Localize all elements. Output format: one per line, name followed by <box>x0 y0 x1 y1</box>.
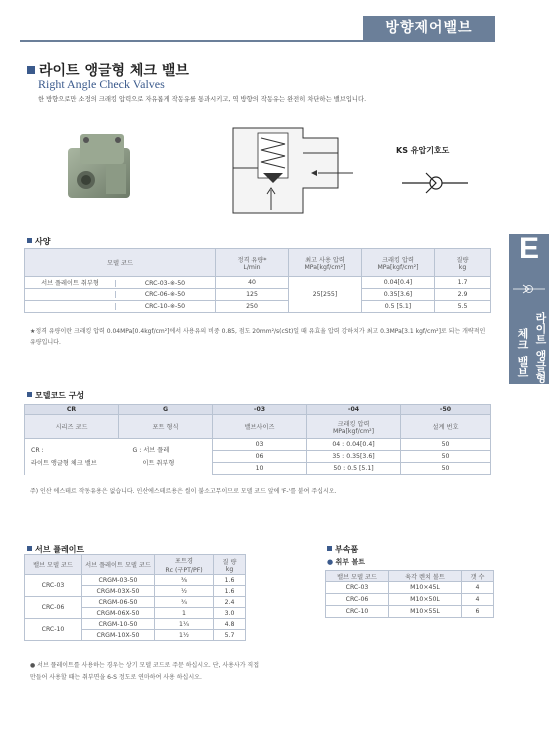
acc-header-bolt: 육각 렌치 볼트 <box>389 571 462 582</box>
spec-header-weight: 질량 <box>456 256 469 264</box>
spec-cracking: 0.5 [5.1] <box>362 301 435 313</box>
acc-valve: CRC-10 <box>326 606 389 618</box>
cracking-value: 50 : 0.5 [5.1] <box>307 463 401 475</box>
spec-weight: 2.9 <box>435 289 491 301</box>
description: 한 방향으로만 소정의 크래킹 압력으로 자유롭게 작동유를 통과시키고, 역 방향의 작동유는 완전히 차단하는 밸브입니다. <box>38 96 367 103</box>
spec-header-pressure: 최고 사용 압력 <box>305 256 345 264</box>
category-header: 방향제어밸브 <box>363 16 495 40</box>
model-code-heading: 모델코드 구성 <box>27 390 84 401</box>
code-part: G <box>119 405 213 415</box>
spec-cracking: 0.35[3.6] <box>362 289 435 301</box>
acc-header-valve: 밸브 모델 코드 <box>326 571 389 582</box>
sp-weight: 2.4 <box>214 597 246 608</box>
valve-photo <box>62 128 138 208</box>
port-desc: G : 서브 플레 <box>132 446 170 454</box>
sub-plate-note: ● 서브 플레이트를 사용하는 경우는 상기 모델 코드로 주문 하십시오. 단, 사용사가 직접 만들어 사용할 때는 취부면을 6-S 정도로 연마하여 사용 하십시오. <box>30 662 260 681</box>
sp-port: 1 <box>155 608 214 619</box>
sp-header-valve: 밸브 모델 코드 <box>25 555 82 575</box>
spec-pressure: 25[255] <box>289 277 362 313</box>
acc-bolt: M10×50L <box>389 594 462 606</box>
accessory-subheading: ● 취부 볼트 <box>327 558 366 566</box>
check-valve-symbol <box>400 168 470 198</box>
spec-header-cracking-unit: MPa[kgf/cm²] <box>377 263 419 271</box>
section-drawing <box>203 118 363 218</box>
side-tab-text-4: 밸브 <box>516 356 529 378</box>
spec-model: CRC-03-※-50 <box>115 280 214 287</box>
sp-weight: 5.7 <box>214 630 246 641</box>
sub-plate-table <box>24 554 246 641</box>
sp-port: ⅜ <box>155 575 214 586</box>
spec-group-label: 서브 플레이트 취부형 <box>41 280 99 287</box>
acc-bolt: M10×55L <box>389 606 462 618</box>
sp-weight: 4.8 <box>214 619 246 630</box>
code-label-unit: MPa[kgf/cm²] <box>332 427 375 435</box>
spec-model: CRC-06-※-50 <box>115 291 214 298</box>
sp-valve: CRC-10 <box>25 619 82 641</box>
sub-plate-heading: 서브 플레이트 <box>27 544 84 555</box>
sp-plate: CRGM-03X-50 <box>82 586 155 597</box>
acc-qty: 6 <box>462 606 494 618</box>
sp-plate: CRGM-10-50 <box>82 619 155 630</box>
sp-plate: CRGM-03-50 <box>82 575 155 586</box>
code-label: 크래킹 압력 <box>337 420 370 428</box>
sp-plate: CRGM-06-50 <box>82 597 155 608</box>
spec-header-flow: 정격 유량* <box>237 256 267 264</box>
spec-cracking: 0.04[0.4] <box>362 277 435 289</box>
header-rule <box>20 40 495 42</box>
sp-weight: 1.6 <box>214 586 246 597</box>
code-label: 설계 번호 <box>401 415 491 439</box>
spec-flow: 250 <box>216 301 289 313</box>
page-subtitle: Right Angle Check Valves <box>38 77 165 91</box>
spec-weight: 5.5 <box>435 301 491 313</box>
side-tab-check-symbol <box>509 283 549 295</box>
side-tab-letter: E <box>518 232 539 265</box>
sp-plate: CRGM-06X-50 <box>82 608 155 619</box>
design-value: 50 <box>401 451 491 463</box>
code-part: -04 <box>307 405 401 415</box>
sp-header-plate: 서브 플레이트 모델 코드 <box>82 555 155 575</box>
spec-header-pressure-unit: MPa[kgf/cm²] <box>304 263 346 271</box>
sp-port: 1¼ <box>155 619 214 630</box>
side-tab-text-3: 체크 <box>516 328 529 350</box>
code-label: 밸브사이즈 <box>213 415 307 439</box>
sp-port: ¾ <box>155 597 214 608</box>
sp-plate: CRGM-10X-50 <box>82 630 155 641</box>
spec-flow: 125 <box>216 289 289 301</box>
acc-bolt: M10×45L <box>389 582 462 594</box>
side-tab-text-2: 앵글형 <box>534 350 547 383</box>
model-code-table <box>24 404 491 475</box>
side-tab-text-1: 라이트 <box>534 312 547 345</box>
spec-weight: 1.7 <box>435 277 491 289</box>
acc-header-qty: 갯 수 <box>462 571 494 582</box>
accessory-table <box>325 570 494 618</box>
port-desc: 이트 취부형 <box>142 459 175 467</box>
model-code-note: 주) 인산 에스테르 작동유용은 없습니다. 인산에스테르용은 씰이 불소고무이므로 모델 코드 앞에 'F-'를 붙여 주십시오. <box>30 488 337 495</box>
spec-header-weight-unit: kg <box>458 263 467 271</box>
spec-header-model: 모델 코드 <box>25 249 216 277</box>
size-value: 06 <box>213 451 307 463</box>
series-desc: CR : <box>31 446 44 454</box>
code-part: CR <box>25 405 119 415</box>
size-value: 03 <box>213 439 307 451</box>
design-value: 50 <box>401 439 491 451</box>
spec-model: CRC-10-※-50 <box>115 303 214 310</box>
code-label: 시리즈 코드 <box>25 415 119 439</box>
size-value: 10 <box>213 463 307 475</box>
sp-header-port: 포트경 <box>175 557 193 565</box>
page-title: 라이트 앵글형 체크 밸브 <box>27 60 189 80</box>
design-value: 50 <box>401 463 491 475</box>
acc-qty: 4 <box>462 594 494 606</box>
spec-header-flow-unit: L/min <box>243 263 261 271</box>
sp-header-port-unit: Rc (구PT/PF) <box>165 566 203 574</box>
sp-port: ½ <box>155 586 214 597</box>
acc-qty: 4 <box>462 582 494 594</box>
code-part: -50 <box>401 405 491 415</box>
sp-header-weight: 질 량 <box>222 558 237 566</box>
sp-port: 1½ <box>155 630 214 641</box>
spec-flow: 40 <box>216 277 289 289</box>
acc-valve: CRC-06 <box>326 594 389 606</box>
spec-table <box>24 248 491 313</box>
symbol-label: KS 유압기호도 <box>396 146 450 155</box>
series-desc: 라이트 앵글형 체크 밸브 <box>31 459 97 467</box>
code-label: 포트 형식 <box>119 415 213 439</box>
cracking-value: 04 : 0.04[0.4] <box>307 439 401 451</box>
sp-weight: 3.0 <box>214 608 246 619</box>
cracking-value: 35 : 0.35[3.6] <box>307 451 401 463</box>
spec-header-cracking: 크래킹 압력 <box>382 256 414 264</box>
acc-valve: CRC-03 <box>326 582 389 594</box>
sp-weight: 1.6 <box>214 575 246 586</box>
sp-header-weight-unit: kg <box>225 565 234 573</box>
spec-note: ★정격 유량이란 크래킹 압력 0.04MPa[0.4kgf/cm²]에서 사용유의 비중 0.85, 점도 20mm²/s(cSt)일 때 유효율 압력 강하치가 최고 0.3MPa[3.1 kgf/cm²]로 되는 개략적인 유량입니다. <box>30 328 486 346</box>
spec-heading: 사양 <box>27 236 50 247</box>
code-part: -03 <box>213 405 307 415</box>
sp-valve: CRC-03 <box>25 575 82 597</box>
accessory-heading: 부속품 <box>327 544 358 555</box>
sp-valve: CRC-06 <box>25 597 82 619</box>
